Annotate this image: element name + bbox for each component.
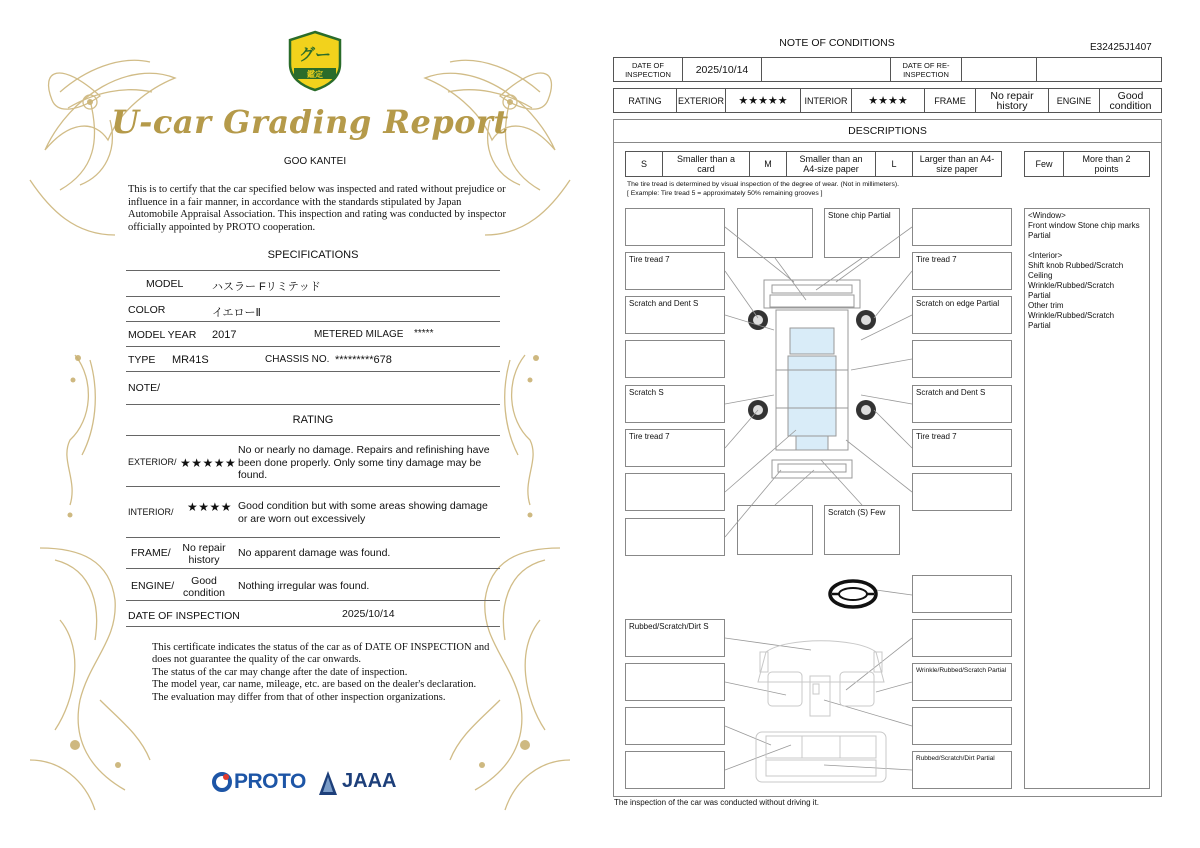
box-tire-rear-right: Tire tread 7 xyxy=(912,429,1012,467)
certification-statement: This is to certify that the car specified below was inspected and rated without prejudice or influence in a fair manner, in accordance with the standards stipulated by Japan Automobile Appraisal Association. This inspection and rating was conducted by inspector officially appointed by PROTO cooperation. xyxy=(128,184,507,233)
proto-logo-icon xyxy=(212,771,234,793)
box-interior-right-2 xyxy=(912,619,1012,657)
steering-wheel-icon xyxy=(826,578,880,610)
note-of-conditions xyxy=(606,0,1200,848)
car-interior-diagram xyxy=(746,632,896,792)
chassis-label: CHASSIS NO. xyxy=(265,354,330,365)
box-scratch-edge-right: Scratch on edge Partial xyxy=(912,296,1012,334)
box-tire-rear-left: Tire tread 7 xyxy=(625,429,725,467)
goo-kantei-logo-icon xyxy=(284,30,346,92)
certificate-disclaimer: This certificate indicates the status of the car as of DATE OF INSPECTION and does not guarantee the quality of the car onwards. The status of the car may change after the date of inspection. The model year, car name, mileage, etc. are based on the dealer's declaration. The evaluation may differ from that of other inspection organizations. xyxy=(152,642,490,703)
engine-label: ENGINE/ xyxy=(131,580,175,592)
tire-tread-note: The tire tread is determined by visual inspection of the degree of wear. (Not in millimeters). [ Example: Tire tread 5 = approximately 50% remaining grooves ] xyxy=(627,181,899,197)
report-title: U-car Grading Report xyxy=(111,103,509,141)
interior-description: Good condition but with some areas showing damage or are worn out excessively xyxy=(238,500,488,525)
rating-label: RATING xyxy=(613,88,677,113)
frame-label: FRAME/ xyxy=(131,547,171,559)
box-scratch-dent-left: Scratch and Dent S xyxy=(625,296,725,334)
note-title: NOTE OF CONDITIONS xyxy=(779,37,895,49)
exterior-label: EXTERIOR xyxy=(676,88,726,113)
legend-s: S xyxy=(625,151,663,177)
report-subtitle: GOO KANTEI xyxy=(283,156,347,167)
box-interior-left-4 xyxy=(625,751,725,789)
box-rubbed-dirt-left: Rubbed/Scratch/Dirt S xyxy=(625,619,725,657)
interior-stars: ★★★★ xyxy=(187,500,233,514)
svg-text:グー: グー xyxy=(298,45,332,64)
frame-value: No repair history xyxy=(975,88,1049,113)
color-label: COLOR xyxy=(128,304,166,316)
jaaa-logo-text: JAAA xyxy=(342,770,397,792)
legend-few-desc: More than 2 points xyxy=(1063,151,1150,177)
note-label: NOTE/ xyxy=(128,382,161,394)
reinspection-label: DATE OF RE-INSPECTION xyxy=(890,57,962,82)
box-tire-front-left: Tire tread 7 xyxy=(625,252,725,290)
svg-text:鑑定: 鑑定 xyxy=(307,70,323,79)
frame-value: No repair history xyxy=(182,542,226,566)
jaaa-logo-icon xyxy=(318,770,338,796)
box-stone-chip: Stone chip Partial xyxy=(824,208,900,258)
legend-l-desc: Larger than an A4-size paper xyxy=(912,151,1002,177)
descriptions-heading: DESCRIPTIONS xyxy=(613,119,1162,143)
exterior-description: No or nearly no damage. Repairs and refinishing have been done properly. Only some tiny damage may be found. xyxy=(238,444,490,481)
engine-description: Nothing irregular was found. xyxy=(238,580,370,592)
legend-s-desc: Smaller than a card xyxy=(662,151,750,177)
box-scratch-few: Scratch (S) Few xyxy=(824,505,900,555)
inspection-footer-note: The inspection of the car was conducted without driving it. xyxy=(614,798,819,807)
specifications-heading: SPECIFICATIONS xyxy=(267,249,359,261)
box-wrinkle-right: Wrinkle/Rubbed/Scratch Partial xyxy=(912,663,1012,701)
model-year-value: 2017 xyxy=(212,329,237,341)
date-of-inspection-label: DATE OF INSPECTION xyxy=(128,610,240,622)
type-label: TYPE xyxy=(128,354,156,366)
model-value: ハスラー Fリミテッド xyxy=(212,281,321,293)
frame-label: FRAME xyxy=(924,88,976,113)
reference-number: E32425J1407 xyxy=(1090,42,1152,53)
frame-description: No apparent damage was found. xyxy=(238,547,391,559)
proto-logo-text: PROTO xyxy=(234,770,306,793)
interior-label: INTERIOR xyxy=(800,88,852,113)
box-tire-front-right: Tire tread 7 xyxy=(912,252,1012,290)
box-scratch-s-left: Scratch S xyxy=(625,385,725,423)
exterior-stars: ★★★★★ xyxy=(725,88,801,113)
engine-value: Good condition xyxy=(1099,88,1162,113)
color-value: イエローⅡ xyxy=(212,307,261,319)
interior-label: INTERIOR/ xyxy=(128,507,174,517)
chassis-value: *********678 xyxy=(335,354,392,366)
condition-summary: <Window> Front window Stone chip marks Partial <Interior> Shift knob Rubbed/Scratch Ceiling Wrinkle/Rubbed/Scratch Partial Other trim Wrinkle/Rubbed/Scratch Partial xyxy=(1024,208,1150,789)
milage-label: METERED MILAGE xyxy=(314,329,404,340)
legend-m: M xyxy=(749,151,787,177)
box-steering xyxy=(912,575,1012,613)
interior-stars: ★★★★ xyxy=(851,88,925,113)
date-inspection-label: DATE OF INSPECTION xyxy=(613,57,683,82)
exterior-label: EXTERIOR/ xyxy=(128,457,177,467)
date-inspection-value: 2025/10/14 xyxy=(682,57,762,82)
engine-label: ENGINE xyxy=(1048,88,1100,113)
type-value: MR41S xyxy=(172,354,209,366)
legend-m-desc: Smaller than an A4-size paper xyxy=(786,151,876,177)
legend-few: Few xyxy=(1024,151,1064,177)
box-interior-left-2 xyxy=(625,663,725,701)
box-rubbed-dirt-right: Rubbed/Scratch/Dirt Partial xyxy=(912,751,1012,789)
model-label: MODEL xyxy=(146,278,184,290)
exterior-stars: ★★★★★ xyxy=(180,456,237,470)
box-interior-left-3 xyxy=(625,707,725,745)
box-scratch-dent-right: Scratch and Dent S xyxy=(912,385,1012,423)
legend-l: L xyxy=(875,151,913,177)
model-year-label: MODEL YEAR xyxy=(128,329,197,341)
rating-heading: RATING xyxy=(292,414,334,426)
date-of-inspection-value: 2025/10/14 xyxy=(342,608,395,620)
engine-value: Good condition xyxy=(182,575,226,599)
milage-value: ***** xyxy=(414,328,434,339)
box-interior-right-4 xyxy=(912,707,1012,745)
